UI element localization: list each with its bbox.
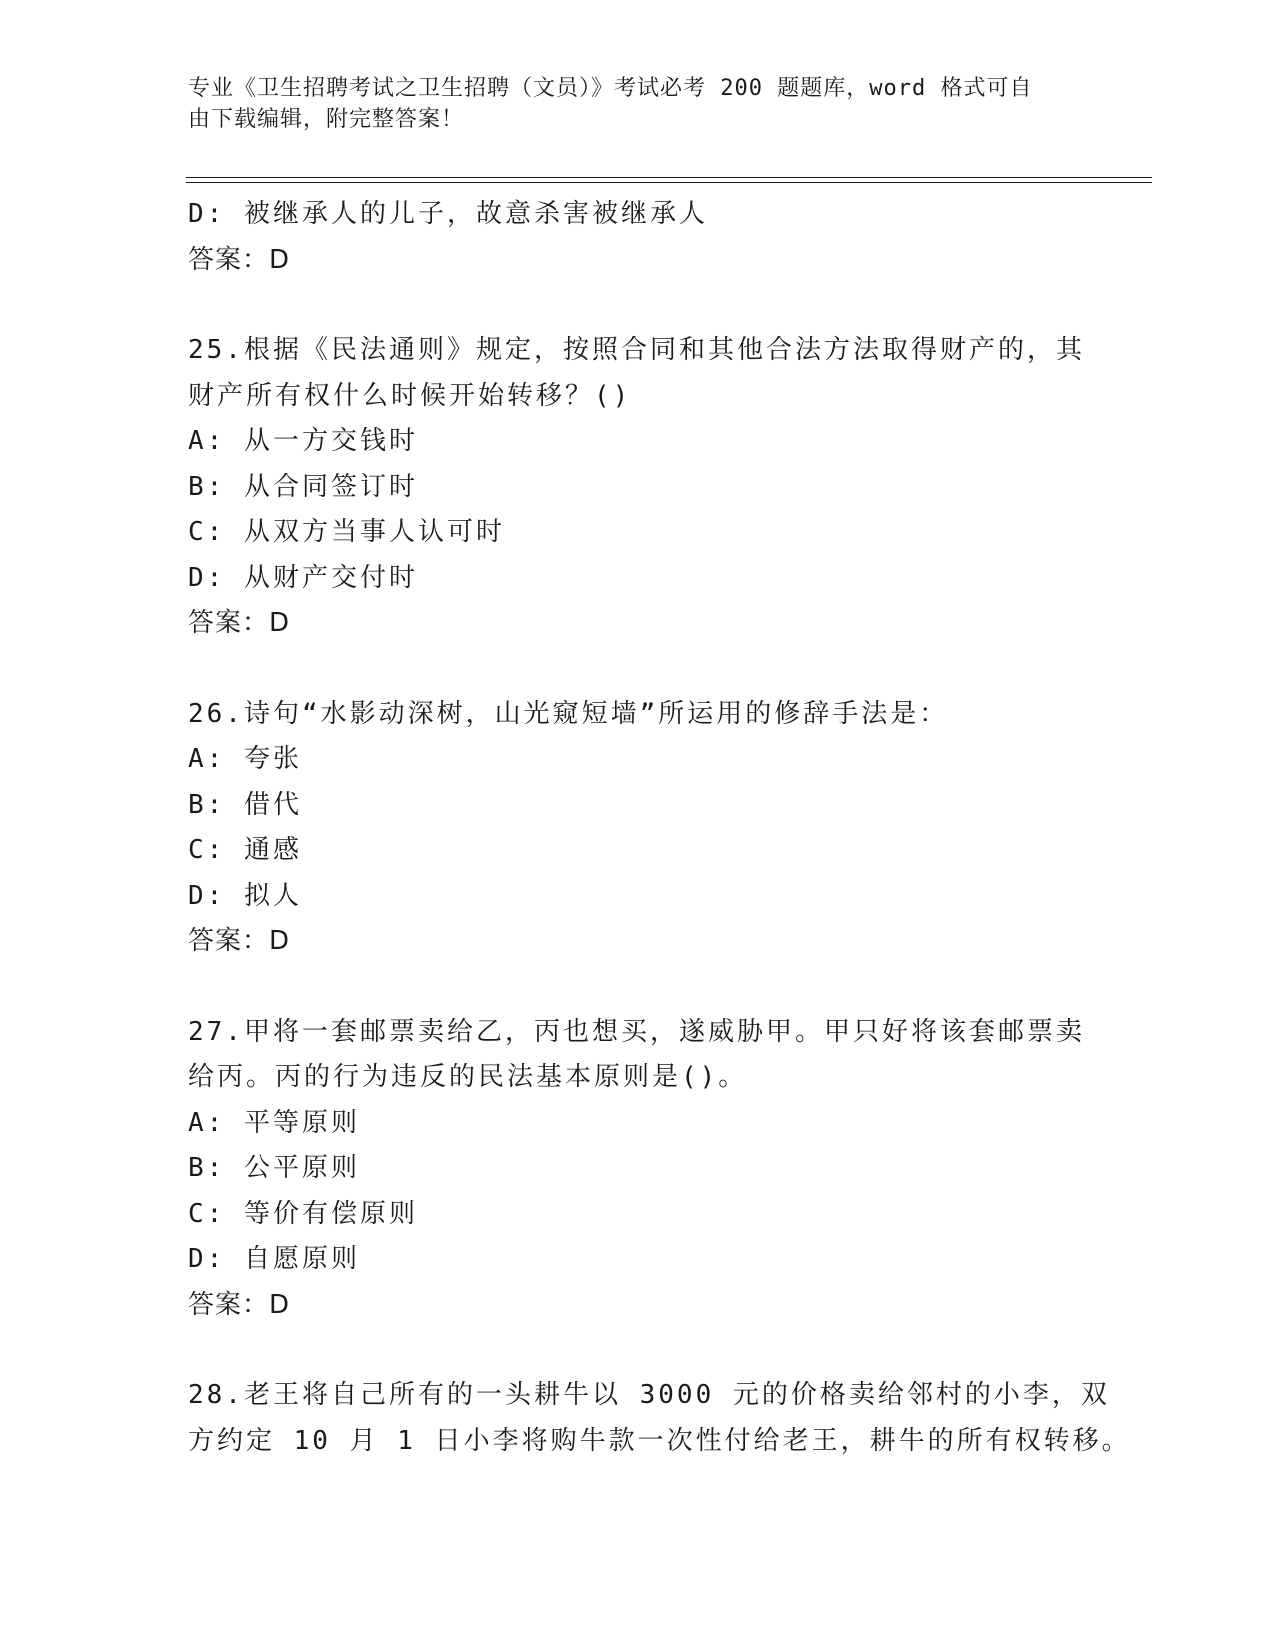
spacer (188, 647, 1088, 692)
option-c: C: 等价有偿原则 (188, 1198, 418, 1229)
option-d: D: 拟人 (188, 880, 302, 911)
header-divider-bottom (186, 182, 1152, 183)
question-stem: 26.诗句“水影动深树，山光窥短墙”所运用的修辞手法是： (188, 698, 949, 729)
question-26 (188, 692, 1088, 965)
question-27 (188, 1010, 1088, 1329)
option-d: D: 自愿原则 (188, 1244, 360, 1274)
answer-line: 答案：D (188, 244, 291, 275)
spacer (188, 965, 1088, 1010)
option-c: C: 通感 (188, 835, 302, 865)
question-stem: 27.甲将一套邮票卖给乙，丙也想买，遂威胁甲。甲只好将该套邮票卖 (188, 1016, 1085, 1047)
header-line-2: 由下载编辑，附完整答案！ (188, 107, 465, 132)
document-header (188, 73, 1068, 135)
question-stem: 25.根据《民法通则》规定，按照合同和其他合法方法取得财产的，其 (188, 335, 1085, 365)
question-24-continued (188, 192, 1088, 283)
option-b: B: 从合同签订时 (188, 471, 418, 502)
spacer (188, 283, 1088, 328)
option-d: D: 被继承人的儿子，故意杀害被继承人 (188, 199, 708, 229)
spacer (188, 1328, 1088, 1373)
question-list (188, 192, 1131, 1464)
question-25 (188, 328, 1088, 647)
header-line-1: 专业《卫生招聘考试之卫生招聘（文员）》考试必考 200 题题库，word 格式可自 (188, 76, 1033, 101)
question-stem: 28.老王将自己所有的一头耕牛以 3000 元的价格卖给邻村的小李，双 (188, 1380, 1110, 1410)
option-d: D: 从财产交付时 (188, 562, 418, 593)
answer-line: 答案：D (188, 608, 291, 638)
question-28 (188, 1373, 1131, 1464)
option-a: A: 平等原则 (188, 1107, 360, 1138)
option-a: A: 从一方交钱时 (188, 426, 418, 456)
question-stem: 给丙。丙的行为违反的民法基本原则是()。 (188, 1062, 748, 1092)
header-divider-top (186, 177, 1152, 178)
option-c: C: 从双方当事人认可时 (188, 517, 505, 547)
answer-line: 答案：D (188, 1289, 291, 1320)
option-b: B: 公平原则 (188, 1153, 360, 1183)
option-a: A: 夸张 (188, 744, 302, 774)
option-b: B: 借代 (188, 789, 302, 820)
question-stem: 方约定 10 月 1 日小李将购牛款一次性付给老王，耕牛的所有权转移。 (188, 1425, 1131, 1456)
question-stem: 财产所有权什么时候开始转移？() (188, 380, 632, 411)
answer-line: 答案：D (188, 926, 291, 956)
